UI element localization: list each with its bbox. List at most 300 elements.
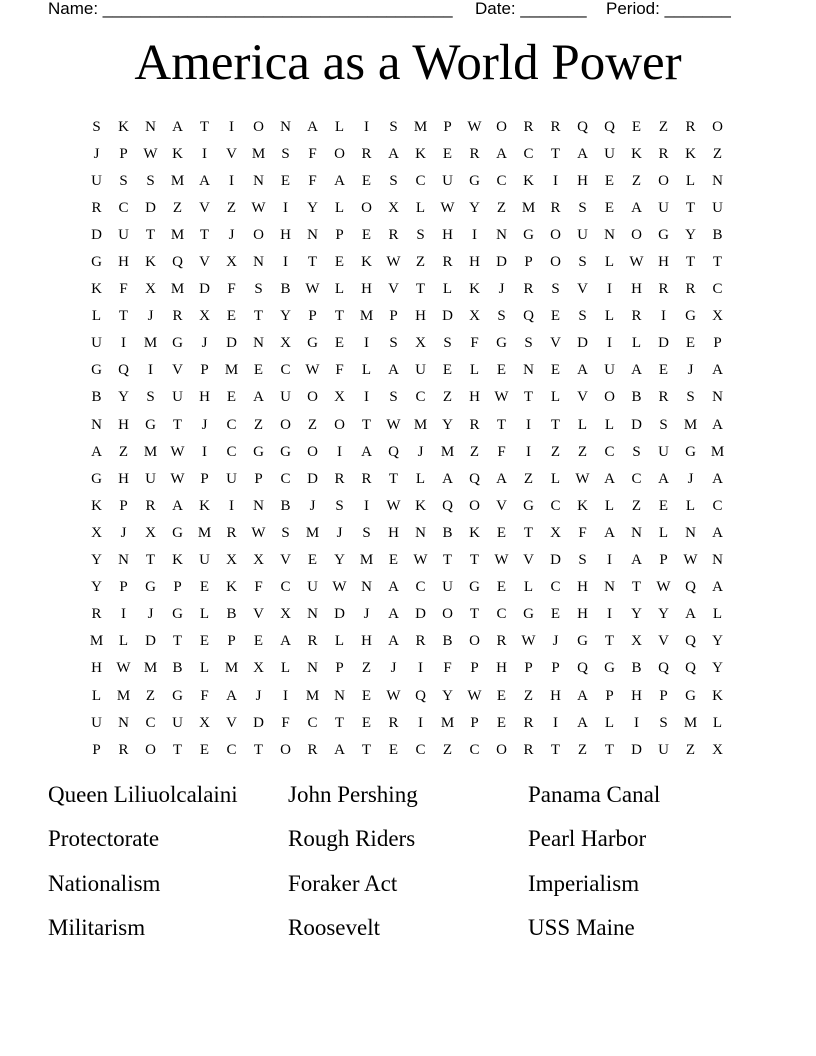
grid-letter[interactable]: X <box>415 335 426 352</box>
grid-letter[interactable]: V <box>658 633 669 650</box>
grid-letter[interactable]: I <box>634 714 639 731</box>
grid-letter[interactable]: F <box>335 362 344 379</box>
grid-letter[interactable]: F <box>308 145 317 162</box>
grid-letter[interactable]: E <box>307 552 318 569</box>
grid-letter[interactable]: O <box>496 741 507 758</box>
grid-letter[interactable]: A <box>577 362 588 379</box>
grid-letter[interactable]: O <box>280 416 291 433</box>
grid-letter[interactable]: M <box>413 118 428 135</box>
grid-letter[interactable]: O <box>496 118 507 135</box>
grid-letter[interactable]: M <box>305 687 320 704</box>
grid-letter[interactable]: N <box>496 226 507 243</box>
grid-letter[interactable]: P <box>659 552 668 569</box>
grid-letter[interactable]: E <box>604 172 615 189</box>
grid-letter[interactable]: T <box>361 416 372 433</box>
grid-letter[interactable]: E <box>253 633 264 650</box>
grid-letter[interactable]: H <box>631 687 642 704</box>
grid-letter[interactable]: T <box>442 552 453 569</box>
grid-letter[interactable]: W <box>386 687 401 704</box>
grid-letter[interactable]: S <box>146 389 155 406</box>
grid-letter[interactable]: A <box>712 579 723 596</box>
grid-letter[interactable]: R <box>388 226 399 243</box>
grid-letter[interactable]: E <box>226 308 237 325</box>
grid-letter[interactable]: V <box>280 552 291 569</box>
grid-letter[interactable]: D <box>550 552 561 569</box>
grid-letter[interactable]: B <box>226 606 237 623</box>
grid-letter[interactable]: E <box>199 741 210 758</box>
grid-letter[interactable]: P <box>470 714 479 731</box>
grid-letter[interactable]: O <box>307 389 318 406</box>
grid-letter[interactable]: A <box>172 497 183 514</box>
grid-letter[interactable]: P <box>254 470 263 487</box>
grid-letter[interactable]: R <box>91 606 102 623</box>
grid-letter[interactable]: E <box>361 172 372 189</box>
grid-letter[interactable]: V <box>577 281 588 298</box>
grid-letter[interactable]: N <box>253 335 264 352</box>
grid-letter[interactable]: C <box>280 362 291 379</box>
grid-letter[interactable]: U <box>577 226 588 243</box>
grid-letter[interactable]: Y <box>91 579 102 596</box>
grid-letter[interactable]: N <box>253 254 264 271</box>
grid-letter[interactable]: I <box>553 172 558 189</box>
grid-letter[interactable]: W <box>251 199 266 216</box>
grid-letter[interactable]: T <box>685 199 696 216</box>
grid-letter[interactable]: T <box>712 254 723 271</box>
grid-letter[interactable]: Y <box>442 416 453 433</box>
grid-letter[interactable]: P <box>227 633 236 650</box>
grid-letter[interactable]: E <box>496 714 507 731</box>
grid-letter[interactable]: K <box>469 524 480 541</box>
grid-letter[interactable]: P <box>389 308 398 325</box>
grid-letter[interactable]: E <box>334 335 345 352</box>
grid-letter[interactable]: X <box>226 254 237 271</box>
grid-letter[interactable]: S <box>254 281 263 298</box>
grid-letter[interactable]: H <box>577 172 588 189</box>
grid-letter[interactable]: A <box>604 524 615 541</box>
grid-letter[interactable]: O <box>604 389 615 406</box>
grid-letter[interactable]: R <box>469 145 480 162</box>
grid-letter[interactable]: U <box>172 389 183 406</box>
grid-letter[interactable]: C <box>226 443 237 460</box>
grid-letter[interactable]: R <box>658 389 669 406</box>
grid-letter[interactable]: G <box>577 633 588 650</box>
grid-letter[interactable]: T <box>334 308 345 325</box>
grid-letter[interactable]: H <box>118 416 129 433</box>
grid-letter[interactable]: X <box>550 524 561 541</box>
grid-letter[interactable]: J <box>498 281 505 298</box>
grid-letter[interactable]: A <box>307 118 318 135</box>
grid-letter[interactable]: A <box>685 606 696 623</box>
grid-letter[interactable]: A <box>388 606 399 623</box>
grid-letter[interactable]: T <box>145 226 156 243</box>
grid-letter[interactable]: Q <box>685 660 696 677</box>
grid-letter[interactable]: A <box>334 741 345 758</box>
grid-letter[interactable]: C <box>469 741 480 758</box>
grid-letter[interactable]: E <box>685 335 696 352</box>
grid-letter[interactable]: I <box>202 145 207 162</box>
grid-letter[interactable]: Z <box>577 741 588 758</box>
grid-letter[interactable]: D <box>415 606 426 623</box>
grid-letter[interactable]: W <box>494 552 509 569</box>
grid-letter[interactable]: N <box>361 579 372 596</box>
grid-letter[interactable]: Y <box>685 226 696 243</box>
grid-letter[interactable]: N <box>307 226 318 243</box>
grid-letter[interactable]: P <box>335 226 344 243</box>
grid-letter[interactable]: S <box>578 199 587 216</box>
grid-letter[interactable]: I <box>364 335 369 352</box>
grid-letter[interactable]: U <box>442 579 453 596</box>
grid-letter[interactable]: L <box>550 389 561 406</box>
grid-letter[interactable]: U <box>145 470 156 487</box>
grid-letter[interactable]: T <box>253 308 264 325</box>
grid-letter[interactable]: V <box>172 362 183 379</box>
grid-letter[interactable]: J <box>309 497 316 514</box>
grid-letter[interactable]: W <box>251 524 266 541</box>
grid-letter[interactable]: M <box>143 335 158 352</box>
grid-letter[interactable]: L <box>415 470 426 487</box>
grid-letter[interactable]: T <box>469 606 480 623</box>
grid-letter[interactable]: E <box>442 362 453 379</box>
grid-letter[interactable]: U <box>118 226 129 243</box>
grid-letter[interactable]: H <box>469 254 480 271</box>
grid-letter[interactable]: U <box>415 362 426 379</box>
grid-letter[interactable]: I <box>229 172 234 189</box>
grid-letter[interactable]: U <box>442 172 453 189</box>
grid-letter[interactable]: M <box>683 714 698 731</box>
grid-letter[interactable]: R <box>307 633 318 650</box>
grid-letter[interactable]: X <box>145 524 156 541</box>
grid-letter[interactable]: X <box>253 660 264 677</box>
grid-letter[interactable]: G <box>604 660 615 677</box>
grid-letter[interactable]: A <box>631 552 642 569</box>
grid-letter[interactable]: M <box>224 660 239 677</box>
grid-letter[interactable]: I <box>283 687 288 704</box>
grid-letter[interactable]: C <box>712 281 723 298</box>
grid-letter[interactable]: I <box>418 660 423 677</box>
grid-letter[interactable]: O <box>280 741 291 758</box>
grid-letter[interactable]: H <box>658 254 669 271</box>
grid-letter[interactable]: L <box>604 254 615 271</box>
grid-letter[interactable]: D <box>631 416 642 433</box>
grid-letter[interactable]: S <box>578 552 587 569</box>
grid-letter[interactable]: R <box>523 118 534 135</box>
grid-letter[interactable]: Z <box>442 741 453 758</box>
grid-letter[interactable]: T <box>631 579 642 596</box>
grid-letter[interactable]: K <box>118 118 129 135</box>
grid-letter[interactable]: V <box>577 389 588 406</box>
grid-letter[interactable]: I <box>121 606 126 623</box>
grid-letter[interactable]: L <box>91 308 102 325</box>
grid-letter[interactable]: N <box>91 416 102 433</box>
grid-letter[interactable]: U <box>604 145 615 162</box>
grid-letter[interactable]: E <box>658 362 669 379</box>
grid-letter[interactable]: S <box>416 226 425 243</box>
grid-letter[interactable]: O <box>658 172 669 189</box>
grid-letter[interactable]: A <box>388 579 399 596</box>
grid-letter[interactable]: W <box>170 470 185 487</box>
grid-letter[interactable]: C <box>118 199 129 216</box>
grid-letter[interactable]: U <box>91 335 102 352</box>
grid-letter[interactable]: B <box>631 389 642 406</box>
grid-letter[interactable]: P <box>551 660 560 677</box>
grid-letter[interactable]: T <box>550 145 561 162</box>
grid-letter[interactable]: M <box>251 145 266 162</box>
grid-letter[interactable]: M <box>710 443 725 460</box>
grid-letter[interactable]: A <box>280 633 291 650</box>
grid-letter[interactable]: I <box>607 335 612 352</box>
grid-letter[interactable]: J <box>687 470 694 487</box>
grid-letter[interactable]: I <box>283 199 288 216</box>
grid-letter[interactable]: R <box>523 741 534 758</box>
grid-letter[interactable]: V <box>523 552 534 569</box>
grid-letter[interactable]: T <box>199 226 210 243</box>
grid-letter[interactable]: A <box>253 389 264 406</box>
grid-letter[interactable]: T <box>685 254 696 271</box>
grid-letter[interactable]: K <box>685 145 696 162</box>
grid-letter[interactable]: Q <box>685 633 696 650</box>
grid-letter[interactable]: P <box>119 497 128 514</box>
grid-letter[interactable]: Y <box>469 199 480 216</box>
grid-letter[interactable]: G <box>91 470 102 487</box>
grid-letter[interactable]: L <box>334 633 345 650</box>
grid-letter[interactable]: Y <box>91 552 102 569</box>
grid-letter[interactable]: S <box>335 497 344 514</box>
grid-letter[interactable]: K <box>415 145 426 162</box>
grid-letter[interactable]: W <box>386 416 401 433</box>
grid-letter[interactable]: X <box>334 389 345 406</box>
grid-letter[interactable]: T <box>496 416 507 433</box>
grid-letter[interactable]: R <box>226 524 237 541</box>
grid-letter[interactable]: K <box>91 281 102 298</box>
grid-letter[interactable]: H <box>280 226 291 243</box>
grid-letter[interactable]: C <box>226 741 237 758</box>
grid-letter[interactable]: A <box>604 470 615 487</box>
grid-letter[interactable]: M <box>143 443 158 460</box>
grid-letter[interactable]: R <box>361 470 372 487</box>
grid-letter[interactable]: Y <box>712 633 723 650</box>
grid-letter[interactable]: P <box>524 254 533 271</box>
grid-letter[interactable]: O <box>145 741 156 758</box>
grid-letter[interactable]: F <box>308 172 317 189</box>
grid-letter[interactable]: S <box>281 145 290 162</box>
grid-letter[interactable]: O <box>712 118 723 135</box>
grid-letter[interactable]: J <box>687 362 694 379</box>
grid-letter[interactable]: G <box>523 497 534 514</box>
grid-letter[interactable]: K <box>631 145 642 162</box>
grid-letter[interactable]: V <box>388 281 399 298</box>
grid-letter[interactable]: I <box>202 443 207 460</box>
grid-letter[interactable]: Y <box>631 606 642 623</box>
grid-letter[interactable]: B <box>280 497 291 514</box>
grid-letter[interactable]: K <box>145 254 156 271</box>
grid-letter[interactable]: E <box>334 254 345 271</box>
grid-letter[interactable]: L <box>334 199 345 216</box>
grid-letter[interactable]: E <box>550 362 561 379</box>
grid-letter[interactable]: J <box>390 660 397 677</box>
grid-letter[interactable]: E <box>496 579 507 596</box>
grid-letter[interactable]: W <box>116 660 131 677</box>
grid-letter[interactable]: C <box>226 416 237 433</box>
grid-letter[interactable]: N <box>631 524 642 541</box>
grid-letter[interactable]: S <box>389 389 398 406</box>
grid-letter[interactable]: M <box>170 172 185 189</box>
grid-letter[interactable]: R <box>523 281 534 298</box>
grid-letter[interactable]: Z <box>442 389 453 406</box>
grid-letter[interactable]: N <box>415 524 426 541</box>
grid-letter[interactable]: A <box>577 145 588 162</box>
grid-letter[interactable]: I <box>418 714 423 731</box>
grid-letter[interactable]: H <box>442 226 453 243</box>
grid-letter[interactable]: H <box>550 687 561 704</box>
grid-letter[interactable]: G <box>685 687 696 704</box>
grid-letter[interactable]: A <box>91 443 102 460</box>
grid-letter[interactable]: P <box>92 741 101 758</box>
grid-letter[interactable]: T <box>523 524 534 541</box>
grid-letter[interactable]: V <box>253 606 264 623</box>
grid-letter[interactable]: C <box>631 470 642 487</box>
grid-letter[interactable]: J <box>120 524 127 541</box>
grid-letter[interactable]: O <box>253 226 264 243</box>
grid-letter[interactable]: E <box>199 579 210 596</box>
grid-letter[interactable]: N <box>712 552 723 569</box>
grid-letter[interactable]: K <box>415 497 426 514</box>
grid-letter[interactable]: R <box>658 281 669 298</box>
grid-letter[interactable]: K <box>172 552 183 569</box>
grid-letter[interactable]: F <box>578 524 587 541</box>
grid-letter[interactable]: F <box>497 443 506 460</box>
name-field[interactable]: Name: _____________________________________ <box>48 0 453 18</box>
grid-letter[interactable]: T <box>550 416 561 433</box>
grid-letter[interactable]: J <box>201 416 208 433</box>
grid-letter[interactable]: P <box>443 118 452 135</box>
grid-letter[interactable]: N <box>604 579 615 596</box>
grid-letter[interactable]: G <box>469 579 480 596</box>
grid-letter[interactable]: J <box>201 335 208 352</box>
grid-letter[interactable]: A <box>172 118 183 135</box>
grid-letter[interactable]: V <box>199 254 210 271</box>
grid-letter[interactable]: R <box>334 470 345 487</box>
grid-letter[interactable]: B <box>442 633 453 650</box>
grid-letter[interactable]: Z <box>118 443 129 460</box>
grid-letter[interactable]: W <box>143 145 158 162</box>
grid-letter[interactable]: C <box>496 172 507 189</box>
grid-letter[interactable]: I <box>364 118 369 135</box>
grid-letter[interactable]: N <box>307 660 318 677</box>
grid-letter[interactable]: G <box>172 687 183 704</box>
grid-letter[interactable]: T <box>469 552 480 569</box>
grid-letter[interactable]: D <box>307 470 318 487</box>
grid-letter[interactable]: P <box>524 660 533 677</box>
grid-letter[interactable]: I <box>229 497 234 514</box>
grid-letter[interactable]: A <box>388 362 399 379</box>
grid-letter[interactable]: R <box>550 199 561 216</box>
grid-letter[interactable]: H <box>361 281 372 298</box>
grid-letter[interactable]: G <box>496 335 507 352</box>
grid-letter[interactable]: C <box>415 389 426 406</box>
grid-letter[interactable]: A <box>388 633 399 650</box>
grid-letter[interactable]: L <box>685 172 696 189</box>
grid-letter[interactable]: W <box>386 497 401 514</box>
grid-letter[interactable]: Z <box>523 687 534 704</box>
grid-letter[interactable]: Z <box>496 199 507 216</box>
grid-letter[interactable]: S <box>578 254 587 271</box>
grid-letter[interactable]: R <box>307 741 318 758</box>
grid-letter[interactable]: Y <box>658 606 669 623</box>
grid-letter[interactable]: I <box>607 552 612 569</box>
grid-letter[interactable]: A <box>496 145 507 162</box>
grid-letter[interactable]: L <box>415 199 426 216</box>
date-field[interactable]: Date: _______ <box>475 0 587 18</box>
grid-letter[interactable]: F <box>254 579 263 596</box>
grid-letter[interactable]: L <box>550 470 561 487</box>
grid-letter[interactable]: O <box>307 443 318 460</box>
grid-letter[interactable]: X <box>388 199 399 216</box>
grid-letter[interactable]: L <box>604 497 615 514</box>
grid-letter[interactable]: R <box>172 308 183 325</box>
grid-letter[interactable]: L <box>685 497 696 514</box>
grid-letter[interactable]: P <box>173 579 182 596</box>
grid-letter[interactable]: S <box>686 389 695 406</box>
grid-letter[interactable]: D <box>145 199 156 216</box>
grid-letter[interactable]: F <box>227 281 236 298</box>
grid-letter[interactable]: Z <box>172 199 183 216</box>
grid-letter[interactable]: H <box>118 254 129 271</box>
grid-letter[interactable]: C <box>415 579 426 596</box>
grid-letter[interactable]: E <box>226 389 237 406</box>
grid-letter[interactable]: R <box>685 281 696 298</box>
grid-letter[interactable]: K <box>361 254 372 271</box>
grid-letter[interactable]: B <box>442 524 453 541</box>
grid-letter[interactable]: I <box>364 389 369 406</box>
grid-letter[interactable]: I <box>283 254 288 271</box>
grid-letter[interactable]: B <box>712 226 723 243</box>
grid-letter[interactable]: J <box>228 226 235 243</box>
grid-letter[interactable]: I <box>472 226 477 243</box>
grid-letter[interactable]: A <box>442 470 453 487</box>
grid-letter[interactable]: S <box>659 714 668 731</box>
grid-letter[interactable]: T <box>604 633 615 650</box>
grid-letter[interactable]: P <box>605 687 614 704</box>
grid-letter[interactable]: H <box>199 389 210 406</box>
grid-letter[interactable]: S <box>443 335 452 352</box>
grid-letter[interactable]: S <box>281 524 290 541</box>
grid-letter[interactable]: T <box>388 470 399 487</box>
grid-letter[interactable]: Z <box>253 416 264 433</box>
grid-letter[interactable]: T <box>199 118 210 135</box>
grid-letter[interactable]: O <box>550 254 561 271</box>
grid-letter[interactable]: N <box>307 606 318 623</box>
grid-letter[interactable]: H <box>577 606 588 623</box>
grid-letter[interactable]: W <box>170 443 185 460</box>
grid-letter[interactable]: X <box>631 633 642 650</box>
grid-letter[interactable]: F <box>281 714 290 731</box>
grid-letter[interactable]: U <box>280 389 291 406</box>
grid-letter[interactable]: I <box>148 362 153 379</box>
grid-letter[interactable]: G <box>145 416 156 433</box>
grid-letter[interactable]: X <box>280 335 291 352</box>
grid-letter[interactable]: P <box>335 660 344 677</box>
grid-letter[interactable]: T <box>550 741 561 758</box>
grid-letter[interactable]: Z <box>307 416 318 433</box>
grid-letter[interactable]: Q <box>172 254 183 271</box>
grid-letter[interactable]: R <box>91 199 102 216</box>
grid-letter[interactable]: Y <box>307 199 318 216</box>
grid-letter[interactable]: N <box>280 118 291 135</box>
grid-letter[interactable]: O <box>442 606 453 623</box>
grid-letter[interactable]: X <box>91 524 102 541</box>
grid-letter[interactable]: H <box>577 579 588 596</box>
grid-letter[interactable]: I <box>526 443 531 460</box>
